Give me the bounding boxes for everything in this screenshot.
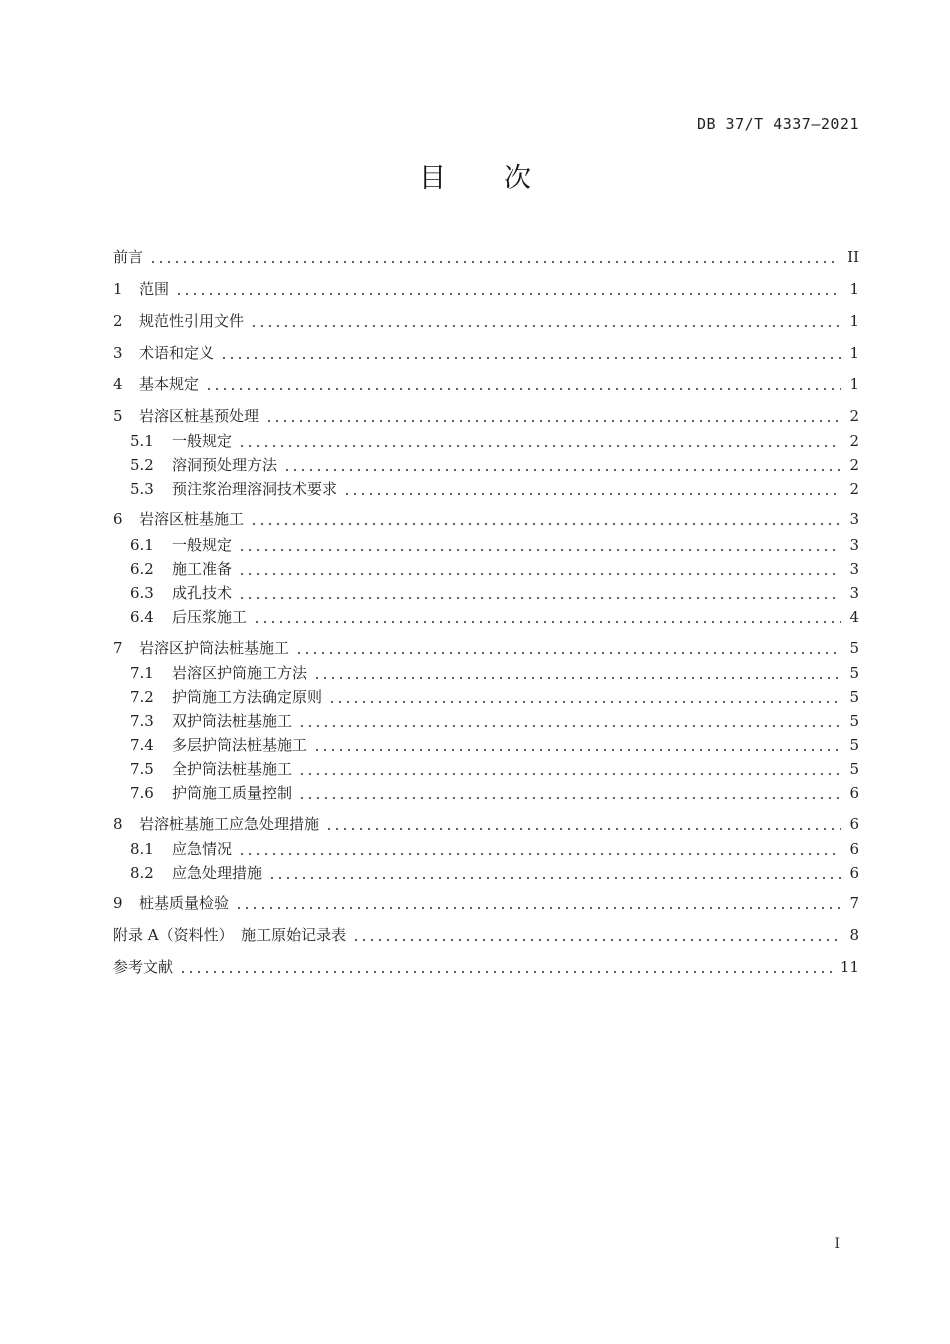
- page-number: I: [834, 1236, 840, 1252]
- toc-dot-leader: [235, 907, 841, 909]
- toc-entry[interactable]: [113, 534, 859, 556]
- toc-dot-leader: [268, 877, 841, 879]
- toc-entry-label: 术语和定义: [139, 344, 215, 362]
- toc-entry-page: 1: [849, 312, 859, 330]
- toc-entry-page: 3: [849, 560, 859, 578]
- toc-entry-number: 6: [113, 510, 123, 528]
- document-code: DB 37/T 4337—2021: [696, 115, 859, 133]
- toc-dot-leader: [220, 357, 841, 359]
- toc-entry-number: 6.1: [130, 536, 154, 554]
- toc-entry-label: 双护筒法桩基施工: [172, 712, 293, 730]
- toc-entry-label: 应急情况: [172, 840, 233, 858]
- toc-entry-page: 2: [849, 432, 859, 450]
- toc-dot-leader: [149, 261, 839, 263]
- toc-entry-page: 2: [849, 480, 859, 498]
- toc-entry-label: 范围: [139, 280, 170, 298]
- toc-entry[interactable]: [113, 278, 859, 300]
- toc-entry[interactable]: [113, 862, 859, 884]
- toc-entry[interactable]: [113, 454, 859, 476]
- toc-entry-number: 5.2: [130, 456, 154, 474]
- toc-entry-page: 1: [849, 375, 859, 393]
- toc-entry[interactable]: [113, 734, 859, 756]
- toc-dot-leader: [238, 549, 841, 551]
- toc-entry-number: 6.3: [130, 584, 154, 602]
- toc-dot-leader: [298, 797, 841, 799]
- toc-entry-label: 护筒施工方法确定原则: [172, 688, 323, 706]
- toc-entry-page: 6: [849, 840, 859, 858]
- toc-entry[interactable]: [113, 758, 859, 780]
- toc-entry-label: 岩溶桩基施工应急处理措施: [139, 815, 320, 833]
- toc-entry[interactable]: [113, 956, 859, 978]
- toc-entry-label: 施工准备: [172, 560, 233, 578]
- toc-dot-leader: [343, 493, 841, 495]
- toc-dot-leader: [253, 621, 841, 623]
- toc-entry-number: 2: [113, 312, 123, 330]
- toc-entry-page: 1: [849, 280, 859, 298]
- toc-entry-page: 2: [849, 456, 859, 474]
- toc-entry-number: 5: [113, 407, 123, 425]
- toc-entry-number: 6.4: [130, 608, 154, 626]
- toc-entry[interactable]: [113, 637, 859, 659]
- toc-dot-leader: [250, 523, 841, 525]
- toc-dot-leader: [265, 420, 841, 422]
- toc-entry-page: 5: [849, 664, 859, 682]
- toc-dot-leader: [325, 828, 841, 830]
- toc-entry[interactable]: [113, 606, 859, 628]
- toc-dot-leader: [175, 293, 841, 295]
- toc-entry-page: II: [847, 248, 859, 266]
- toc-entry-page: 5: [849, 712, 859, 730]
- toc-dot-leader: [313, 677, 841, 679]
- toc-entry-number: 7.6: [130, 784, 154, 802]
- toc-entry[interactable]: [113, 478, 859, 500]
- toc-entry-label: 参考文献: [113, 958, 174, 976]
- toc-entry-label: 护筒施工质量控制: [172, 784, 293, 802]
- toc-dot-leader: [250, 325, 841, 327]
- toc-entry[interactable]: [113, 813, 859, 835]
- toc-dot-leader: [179, 971, 832, 973]
- toc-entry-number: 8.1: [130, 840, 154, 858]
- toc-dot-leader: [238, 597, 841, 599]
- toc-entry[interactable]: [113, 662, 859, 684]
- toc-entry-page: 3: [849, 510, 859, 528]
- toc-entry-label: 后压浆施工: [172, 608, 248, 626]
- toc-entry-number: 8.2: [130, 864, 154, 882]
- toc-entry-label: 应急处理措施: [172, 864, 263, 882]
- toc-entry-label: 基本规定: [139, 375, 200, 393]
- toc-entry[interactable]: [113, 405, 859, 427]
- toc-entry-page: 3: [849, 584, 859, 602]
- toc-entry-number: 6.2: [130, 560, 154, 578]
- toc-entry-label: 岩溶区护筒施工方法: [172, 664, 308, 682]
- toc-entry-page: 5: [849, 736, 859, 754]
- toc-entry[interactable]: [113, 558, 859, 580]
- toc-entry-number: 7.5: [130, 760, 154, 778]
- toc-entry-page: 5: [849, 688, 859, 706]
- toc-entry[interactable]: [113, 246, 859, 268]
- toc-entry[interactable]: [113, 892, 859, 914]
- toc-dot-leader: [238, 853, 841, 855]
- toc-entry[interactable]: [113, 373, 859, 395]
- toc-entry-label: 岩溶区护筒法桩基施工: [139, 639, 290, 657]
- toc-dot-leader: [295, 652, 841, 654]
- toc-entry-number: 5.3: [130, 480, 154, 498]
- toc-dot-leader: [205, 388, 841, 390]
- toc-entry-number: 4: [113, 375, 123, 393]
- toc-entry-number: 7.1: [130, 664, 154, 682]
- toc-entry[interactable]: [113, 838, 859, 860]
- toc-entry-number: 3: [113, 344, 123, 362]
- toc-dot-leader: [328, 701, 841, 703]
- toc-entry-label: 成孔技术: [172, 584, 233, 602]
- toc-entry-label: 前言: [113, 248, 144, 266]
- toc-entry-label: 全护筒法桩基施工: [172, 760, 293, 778]
- toc-entry-number: 7.2: [130, 688, 154, 706]
- page-title: 目次: [419, 163, 589, 194]
- toc-entry-label: 多层护筒法桩基施工: [172, 736, 308, 754]
- toc-entry-number: 7.4: [130, 736, 154, 754]
- toc-dot-leader: [298, 725, 841, 727]
- toc-dot-leader: [283, 469, 841, 471]
- toc-entry[interactable]: [113, 310, 859, 332]
- toc-entry-page: 4: [849, 608, 859, 626]
- toc-entry-page: 3: [849, 536, 859, 554]
- toc-entry-page: 6: [849, 784, 859, 802]
- toc-entry-label: 桩基质量检验: [139, 894, 230, 912]
- toc-entry[interactable]: [113, 582, 859, 604]
- toc-entry-number: 1: [113, 280, 123, 298]
- toc-entry[interactable]: [113, 508, 859, 530]
- toc-entry-page: 11: [839, 958, 859, 976]
- toc-entry-number: 8: [113, 815, 123, 833]
- toc-entry-page: 5: [849, 639, 859, 657]
- toc-entry-label: 预注浆治理溶洞技术要求: [172, 480, 338, 498]
- toc-entry-number: 5.1: [130, 432, 154, 450]
- toc-entry-label: 规范性引用文件: [139, 312, 245, 330]
- toc-entry-label: 一般规定: [172, 432, 233, 450]
- toc-dot-leader: [238, 445, 841, 447]
- toc-entry-label: 附录 A（资料性） 施工原始记录表: [113, 926, 347, 944]
- toc-entry-label: 岩溶区桩基预处理: [139, 407, 260, 425]
- toc-dot-leader: [298, 773, 841, 775]
- toc-entry[interactable]: [113, 782, 859, 804]
- toc-entry[interactable]: [113, 430, 859, 452]
- toc-entry-page: 7: [849, 894, 859, 912]
- toc-entry-page: 2: [849, 407, 859, 425]
- toc-entry-number: 9: [113, 894, 123, 912]
- toc-entry-page: 5: [849, 760, 859, 778]
- toc-dot-leader: [352, 939, 841, 941]
- toc-entry-page: 6: [849, 864, 859, 882]
- toc-entry-page: 1: [849, 344, 859, 362]
- toc-entry-number: 7.3: [130, 712, 154, 730]
- toc-entry-number: 7: [113, 639, 123, 657]
- toc-entry-page: 6: [849, 815, 859, 833]
- toc-entry[interactable]: [113, 710, 859, 732]
- toc-entry[interactable]: [113, 924, 859, 946]
- toc-entry-label: 溶洞预处理方法: [172, 456, 278, 474]
- toc-entry-label: 岩溶区桩基施工: [139, 510, 245, 528]
- toc-dot-leader: [238, 573, 841, 575]
- toc-entry-page: 8: [849, 926, 859, 944]
- toc-entry[interactable]: [113, 342, 859, 364]
- toc-entry-label: 一般规定: [172, 536, 233, 554]
- toc-entry[interactable]: [113, 686, 859, 708]
- toc-dot-leader: [313, 749, 841, 751]
